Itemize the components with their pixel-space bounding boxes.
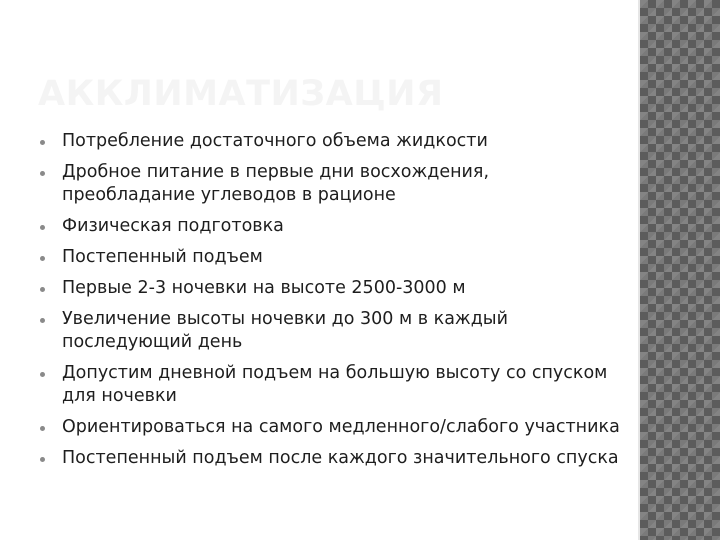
bullet-item <box>40 161 620 207</box>
bullet-item <box>40 215 620 238</box>
bullet-dot-icon <box>40 318 45 323</box>
bullet-dot-icon <box>40 171 45 176</box>
bullet-dot-icon <box>40 287 45 292</box>
decorative-pattern-strip <box>640 0 720 540</box>
bullet-item <box>40 362 620 408</box>
bullet-text: Ориентироваться на самого медленного/слабого участника <box>62 417 620 437</box>
bullet-item <box>40 277 620 300</box>
bullet-text: Постепенный подъем после каждого значительного спуска <box>62 448 619 468</box>
bullet-text: Физическая подготовка <box>62 216 284 236</box>
bullet-list <box>40 130 620 478</box>
bullet-dot-icon <box>40 426 45 431</box>
bullet-item <box>40 447 620 470</box>
bullet-text: Потребление достаточного объема жидкости <box>62 131 488 151</box>
bullet-item <box>40 416 620 439</box>
slide-title: АККЛИМАТИЗАЦИЯ <box>38 74 444 114</box>
bullet-dot-icon <box>40 457 45 462</box>
bullet-text: Первые 2-3 ночевки на высоте 2500-3000 м <box>62 278 466 298</box>
bullet-dot-icon <box>40 372 45 377</box>
bullet-dot-icon <box>40 256 45 261</box>
bullet-item <box>40 308 620 354</box>
bullet-item <box>40 246 620 269</box>
bullet-text: Постепенный подъем <box>62 247 263 267</box>
bullet-dot-icon <box>40 225 45 230</box>
bullet-text: Дробное питание в первые дни восхождения, преобладание углеводов в рационе <box>62 162 490 205</box>
bullet-dot-icon <box>40 140 45 145</box>
bullet-text: Увеличение высоты ночевки до 300 м в каждый последующий день <box>62 309 508 352</box>
bullet-item <box>40 130 620 153</box>
bullet-text: Допустим дневной подъем на большую высоту со спуском для ночевки <box>62 363 608 406</box>
